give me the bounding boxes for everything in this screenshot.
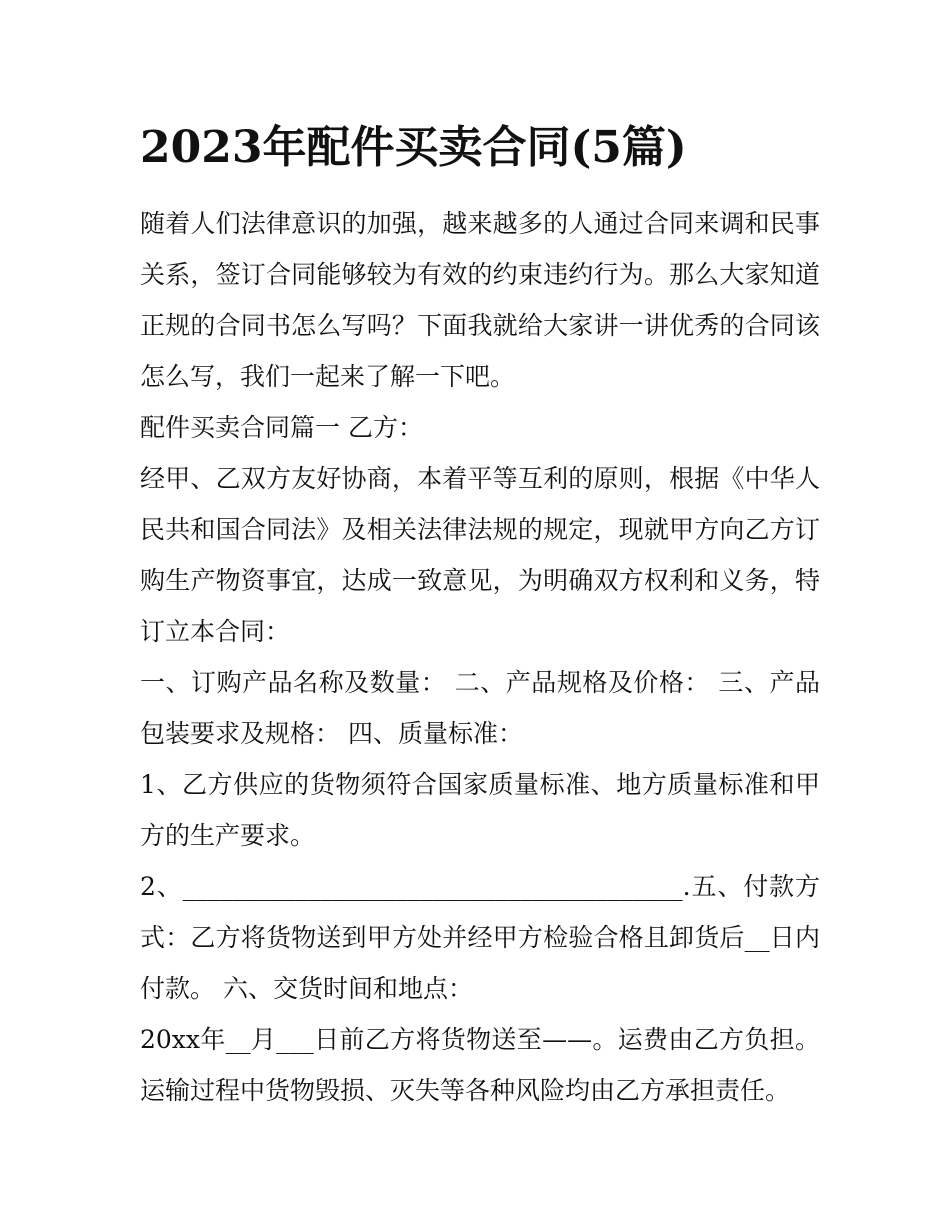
paragraph-preamble: 经甲、乙双方友好协商，本着平等互利的原则，根据《中华人民共和国合同法》及相关法律法规的规定，现就甲方向乙方订购生产物资事宜，达成一致意见，为明确双方权利和义务，特订立本合同： xyxy=(140,464,820,646)
paragraph-section-heading: 配件买卖合同篇一 乙方： xyxy=(140,413,423,442)
paragraph-intro: 随着人们法律意识的加强，越来越多的人通过合同来调和民事关系，签订合同能够较为有效的约束违约行为。那么大家知道正规的合同书怎么写吗？下面我就给大家讲一讲优秀的合同该怎么写，我们一起来了解一下吧。 xyxy=(140,209,820,391)
paragraph-clauses-list: 一、订购产品名称及数量： 二、产品规格及价格： 三、产品包装要求及规格： 四、质量标准： xyxy=(140,668,820,748)
paragraph-payment: 2、________________________________________.五、付款方式：乙方将货物送到甲方处并经甲方检验合格且卸货后__日内付款。 六、交货时间和地点： xyxy=(140,872,820,1003)
document-body xyxy=(140,198,820,1116)
document-title: 2023年配件买卖合同(5篇) xyxy=(140,122,687,173)
paragraph-delivery: 20xx年__月___日前乙方将货物送至——。运费由乙方负担。运输过程中货物毁损、灭失等各种风险均由乙方承担责任。 xyxy=(140,1025,820,1105)
paragraph-quality-item-1: 1、乙方供应的货物须符合国家质量标准、地方质量标准和甲方的生产要求。 xyxy=(140,770,820,850)
